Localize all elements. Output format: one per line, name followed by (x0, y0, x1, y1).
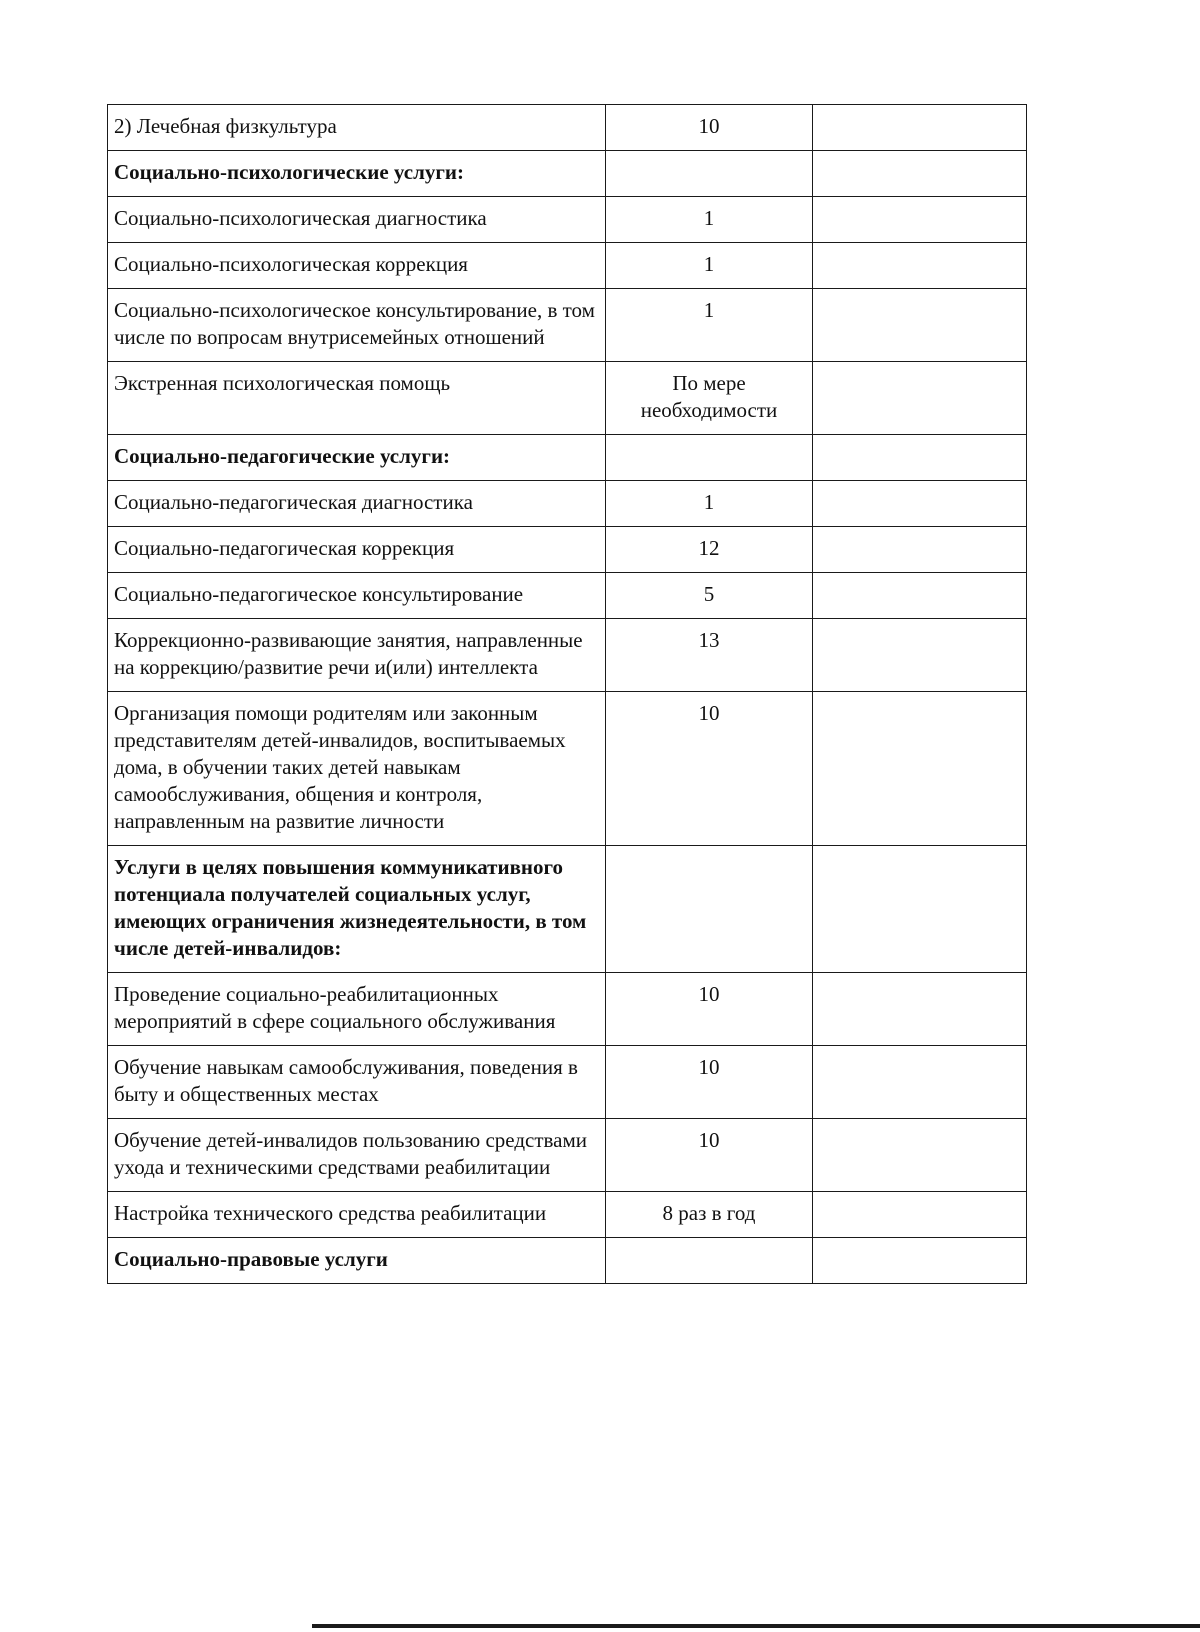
service-name: 2) Лечебная физкультура (108, 105, 606, 151)
empty-cell (813, 692, 1027, 846)
section-header-row (108, 151, 1027, 197)
service-quantity (606, 846, 813, 973)
service-quantity: 13 (606, 619, 813, 692)
section-header-row (108, 846, 1027, 973)
service-name: Социально-психологическая диагностика (108, 197, 606, 243)
table-row (108, 692, 1027, 846)
table-row (108, 289, 1027, 362)
section-title: Услуги в целях повышения коммуникативного потенциала получателей социальных услуг, имеющих ограничения жизнедеятельности, в том числе детей-инвалидов: (108, 846, 606, 973)
empty-cell (813, 573, 1027, 619)
empty-cell (813, 973, 1027, 1046)
table-row (108, 105, 1027, 151)
empty-cell (813, 151, 1027, 197)
service-quantity: 1 (606, 481, 813, 527)
empty-cell (813, 362, 1027, 435)
table-row (108, 619, 1027, 692)
service-quantity (606, 151, 813, 197)
service-name: Настройка технического средства реабилитации (108, 1192, 606, 1238)
service-name: Обучение детей-инвалидов пользованию средствами ухода и техническими средствами реабилитации (108, 1119, 606, 1192)
service-quantity: 5 (606, 573, 813, 619)
empty-cell (813, 1119, 1027, 1192)
service-name: Обучение навыкам самообслуживания, поведения в быту и общественных местах (108, 1046, 606, 1119)
empty-cell (813, 243, 1027, 289)
service-quantity (606, 435, 813, 481)
service-quantity: 1 (606, 243, 813, 289)
table-row (108, 481, 1027, 527)
service-name: Социально-педагогическая коррекция (108, 527, 606, 573)
table-row (108, 1119, 1027, 1192)
table-row (108, 527, 1027, 573)
service-name: Социально-психологическое консультирование, в том числе по вопросам внутрисемейных отношений (108, 289, 606, 362)
empty-cell (813, 105, 1027, 151)
services-table (107, 104, 1027, 1284)
empty-cell (813, 197, 1027, 243)
service-quantity: 1 (606, 197, 813, 243)
empty-cell (813, 289, 1027, 362)
services-table-body (108, 105, 1027, 1284)
service-name: Организация помощи родителям или законным представителям детей-инвалидов, воспитываемых дома, в обучении таких детей навыкам самообслуживания, общения и контроля, направленным на развитие личности (108, 692, 606, 846)
empty-cell (813, 527, 1027, 573)
service-quantity (606, 1238, 813, 1284)
service-quantity: 10 (606, 1119, 813, 1192)
empty-cell (813, 435, 1027, 481)
empty-cell (813, 1238, 1027, 1284)
table-row (108, 1046, 1027, 1119)
service-name: Проведение социально-реабилитационных мероприятий в сфере социального обслуживания (108, 973, 606, 1046)
service-quantity: 10 (606, 692, 813, 846)
service-quantity: 8 раз в год (606, 1192, 813, 1238)
service-name: Экстренная психологическая помощь (108, 362, 606, 435)
service-name: Социально-психологическая коррекция (108, 243, 606, 289)
section-header-row (108, 1238, 1027, 1284)
service-quantity: 1 (606, 289, 813, 362)
table-row (108, 1192, 1027, 1238)
table-row (108, 573, 1027, 619)
service-quantity: 10 (606, 105, 813, 151)
scan-edge-line (312, 1624, 1200, 1628)
empty-cell (813, 1192, 1027, 1238)
service-name: Коррекционно-развивающие занятия, направленные на коррекцию/развитие речи и(или) интеллекта (108, 619, 606, 692)
empty-cell (813, 481, 1027, 527)
table-row (108, 243, 1027, 289)
section-title: Социально-педагогические услуги: (108, 435, 606, 481)
section-title: Социально-психологические услуги: (108, 151, 606, 197)
service-quantity: По мере необходимости (606, 362, 813, 435)
empty-cell (813, 619, 1027, 692)
table-row (108, 197, 1027, 243)
section-title: Социально-правовые услуги (108, 1238, 606, 1284)
section-header-row (108, 435, 1027, 481)
table-row (108, 973, 1027, 1046)
empty-cell (813, 1046, 1027, 1119)
table-row (108, 362, 1027, 435)
service-name: Социально-педагогическое консультирование (108, 573, 606, 619)
service-quantity: 10 (606, 973, 813, 1046)
service-quantity: 10 (606, 1046, 813, 1119)
empty-cell (813, 846, 1027, 973)
service-quantity: 12 (606, 527, 813, 573)
service-name: Социально-педагогическая диагностика (108, 481, 606, 527)
